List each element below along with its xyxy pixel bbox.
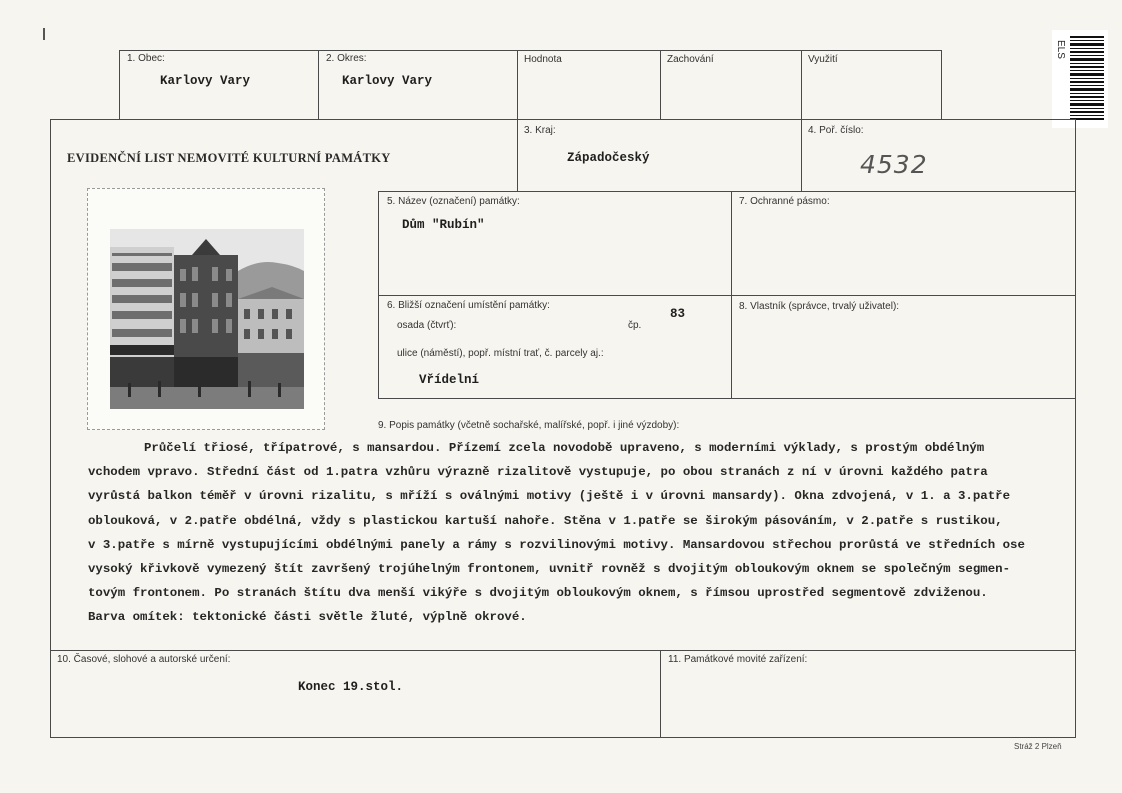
vyuziti-label: Využití <box>808 54 838 65</box>
popis-line: vchodem vpravo. Střední část od 1.patra vzhůru výrazně rizalitově vystupuje, po obou stranách z ní v úrovni každého patra <box>88 465 988 480</box>
popis-line: vysoký křivkově vymezený štít završený trojúhelným frontonem, uvnitř rovněž s dvojitým obloukovým oknem se společným segmen- <box>88 562 1011 577</box>
popis-line: oblouková, v 2.patře obdélná, vždy s plastickou kartuší nahoře. Stěna v 1.patře se širokým pásováním, v 2.patře s rustikou, <box>88 513 1003 528</box>
hodnota-label: Hodnota <box>524 54 562 65</box>
monument-photo <box>87 188 325 430</box>
vlastnik-label: 8. Vlastník (správce, trvalý uživatel): <box>739 301 900 312</box>
obec-label: 1. Obec: <box>127 53 165 64</box>
nazev-label: 5. Název (označení) památky: <box>387 196 520 207</box>
barcode-sticker <box>1052 30 1108 128</box>
zachovani-label: Zachování <box>667 54 714 65</box>
obec-value: Karlovy Vary <box>160 74 251 88</box>
scan-mark <box>43 28 45 40</box>
barcode-text: ELS <box>1055 40 1066 59</box>
por-cislo-value: 4532 <box>860 150 928 179</box>
popis-text <box>88 436 1068 630</box>
popis-line: Průčelí třiosé, třípatrové, s mansardou. Přízemí zcela novodobě upraveno, s moderními výklady, s prostým obdélným <box>144 441 985 455</box>
kraj-value: Západočeský <box>567 151 650 165</box>
casove-urceni-value: Konec 19.stol. <box>298 680 404 694</box>
cp-label: čp. <box>628 320 642 331</box>
okres-label: 2. Okres: <box>326 53 367 64</box>
kraj-label: 3. Kraj: <box>524 125 556 136</box>
umisteni-label: 6. Bližší označení umístění památky: <box>387 300 550 311</box>
form-title: EVIDENČNÍ LIST NEMOVITÉ KULTURNÍ PAMÁTKY <box>67 151 391 165</box>
nazev-value: Dům "Rubín" <box>402 218 485 232</box>
building-photo-image <box>88 189 324 429</box>
popis-line: Barva omítek: tektonické části světle žluté, výplně okrové. <box>88 610 527 625</box>
okres-value: Karlovy Vary <box>342 74 433 88</box>
osada-label: osada (čtvrť): <box>397 320 457 331</box>
ulice-value: Vřídelní <box>419 373 480 387</box>
printer-mark: Stráž 2 Plzeň <box>1014 742 1062 751</box>
popis-line: vyrůstá balkon téměř v úrovni rizalitu, s mříží s oválnými motivy (ještě i v úrovni mansardy). Okna zdvojená, v 1. a 3.patře <box>88 489 1011 504</box>
por-cislo-label: 4. Poř. číslo: <box>808 125 864 136</box>
casove-urceni-label: 10. Časové, slohové a autorské určení: <box>57 654 231 665</box>
popis-line: v 3.patře s mírně vystupujícími obdélnými panely a rámy s rozvilinovými motivy. Mansardovou střechou prorůstá ve středních ose <box>88 537 1025 552</box>
ochranne-pasmo-label: 7. Ochranné pásmo: <box>739 196 830 207</box>
ulice-label: ulice (náměstí), popř. místní trať, č. parcely aj.: <box>397 348 604 359</box>
cp-value: 83 <box>670 307 686 321</box>
popis-label: 9. Popis památky (včetně sochařské, malířské, popř. i jiné výzdoby): <box>378 420 680 431</box>
popis-line: tovým frontonem. Po stranách štítu dva menší vikýře s dvojitým obloukovým oknem, s římsou uprostřed segmentově zdviženou. <box>88 586 988 601</box>
movite-zarizeni-label: 11. Památkové movité zařízení: <box>668 654 808 665</box>
